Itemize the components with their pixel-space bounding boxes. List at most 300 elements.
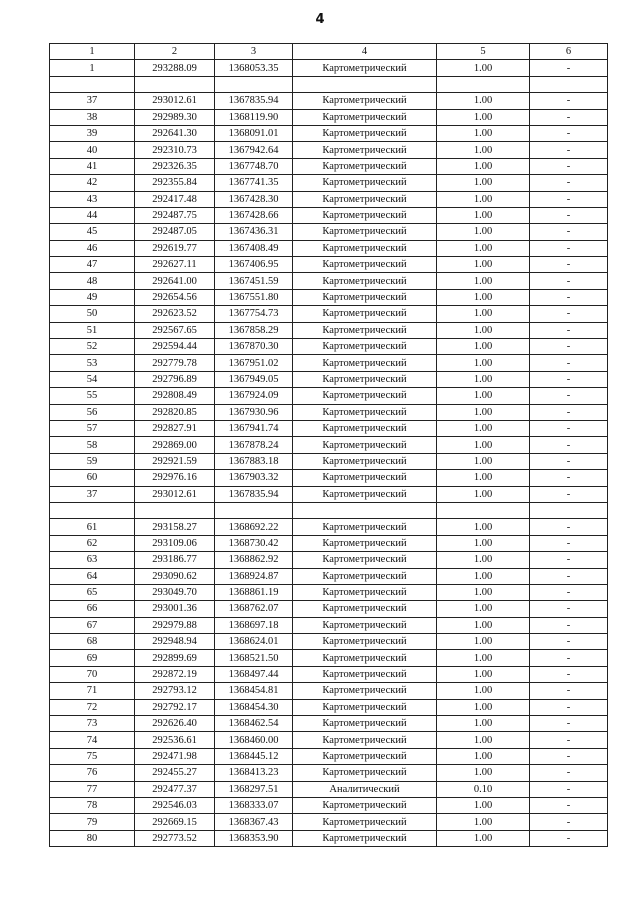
- table-cell: 1.00: [437, 470, 530, 486]
- table-cell: -: [530, 355, 608, 371]
- table-cell: 69: [50, 650, 135, 666]
- table-cell: 292827.91: [135, 420, 215, 436]
- table-cell: 1.00: [437, 142, 530, 158]
- table-cell: 292641.00: [135, 273, 215, 289]
- table-row: [50, 240, 608, 256]
- table-cell: 1368454.30: [215, 699, 293, 715]
- table-row: [50, 191, 608, 207]
- table-cell: 293186.77: [135, 552, 215, 568]
- table-cell: 1367835.94: [215, 486, 293, 502]
- table-cell: 1: [50, 60, 135, 76]
- table-cell: 1.00: [437, 224, 530, 240]
- table-cell: 67: [50, 617, 135, 633]
- table-cell: -: [530, 617, 608, 633]
- table-cell: -: [530, 830, 608, 846]
- table-body: [50, 60, 608, 847]
- table-cell: 40: [50, 142, 135, 158]
- table-row: [50, 388, 608, 404]
- table-cell: -: [530, 650, 608, 666]
- table-cell: -: [530, 601, 608, 617]
- table-cell: -: [530, 125, 608, 141]
- column-header-5: 5: [437, 44, 530, 60]
- table-row: [50, 453, 608, 469]
- table-cell: 48: [50, 273, 135, 289]
- table-cell: Картометрический: [293, 420, 437, 436]
- table-cell: Картометрический: [293, 158, 437, 174]
- table-cell: -: [530, 289, 608, 305]
- table-cell: 1368462.54: [215, 716, 293, 732]
- table-cell: Картометрический: [293, 650, 437, 666]
- table-cell: 1367451.59: [215, 273, 293, 289]
- table-cell: [135, 502, 215, 518]
- table-row: [50, 224, 608, 240]
- table-cell: -: [530, 748, 608, 764]
- table-cell: Картометрический: [293, 568, 437, 584]
- table-cell: Картометрический: [293, 175, 437, 191]
- table-cell: Картометрический: [293, 60, 437, 76]
- table-cell: -: [530, 371, 608, 387]
- table-cell: Картометрический: [293, 109, 437, 125]
- table-cell: 1.00: [437, 453, 530, 469]
- table-cell: 1367942.64: [215, 142, 293, 158]
- table-cell: 292477.37: [135, 781, 215, 797]
- table-cell: 1.00: [437, 634, 530, 650]
- table-cell: 293090.62: [135, 568, 215, 584]
- table-cell: Картометрический: [293, 207, 437, 223]
- table-cell: 1367754.73: [215, 306, 293, 322]
- table-cell: 1.00: [437, 191, 530, 207]
- table-row: [50, 273, 608, 289]
- table-cell: 51: [50, 322, 135, 338]
- table-cell: 57: [50, 420, 135, 436]
- table-cell: [293, 76, 437, 92]
- page-number: 4: [315, 12, 325, 27]
- table-cell: Картометрический: [293, 339, 437, 355]
- table-cell: 59: [50, 453, 135, 469]
- table-cell: 1.00: [437, 535, 530, 551]
- table-cell: -: [530, 175, 608, 191]
- table-cell: 292976.16: [135, 470, 215, 486]
- table-cell: 1.00: [437, 175, 530, 191]
- table-cell: 292820.85: [135, 404, 215, 420]
- table-cell: Картометрический: [293, 634, 437, 650]
- table-cell: 1368624.01: [215, 634, 293, 650]
- table-cell: 1368297.51: [215, 781, 293, 797]
- table-row: [50, 158, 608, 174]
- table-cell: 1.00: [437, 699, 530, 715]
- table-cell: 1368861.19: [215, 584, 293, 600]
- table-cell: 292326.35: [135, 158, 215, 174]
- table-cell: Картометрический: [293, 437, 437, 453]
- table-cell: [437, 502, 530, 518]
- table-cell: 1.00: [437, 797, 530, 813]
- table-cell: -: [530, 191, 608, 207]
- table-cell: 1.00: [437, 420, 530, 436]
- table-cell: 293109.06: [135, 535, 215, 551]
- table-cell: 1.00: [437, 404, 530, 420]
- table-cell: 292872.19: [135, 666, 215, 682]
- table-cell: 1368091.01: [215, 125, 293, 141]
- table-cell: [215, 502, 293, 518]
- table-cell: Картометрический: [293, 519, 437, 535]
- table-row: [50, 306, 608, 322]
- table-cell: 76: [50, 765, 135, 781]
- table-cell: 1367903.32: [215, 470, 293, 486]
- table-cell: -: [530, 109, 608, 125]
- table-row: [50, 207, 608, 223]
- table-cell: 292594.44: [135, 339, 215, 355]
- table-cell: 1368367.43: [215, 814, 293, 830]
- table-row: [50, 814, 608, 830]
- table-cell: Картометрический: [293, 584, 437, 600]
- table-cell: 1368697.18: [215, 617, 293, 633]
- table-cell: 293049.70: [135, 584, 215, 600]
- table-cell: 1367408.49: [215, 240, 293, 256]
- table-cell: Картометрический: [293, 306, 437, 322]
- table-cell: 68: [50, 634, 135, 650]
- table-cell: 292355.84: [135, 175, 215, 191]
- table-cell: [50, 502, 135, 518]
- table-row: [50, 830, 608, 846]
- column-header-6: 6: [530, 44, 608, 60]
- table-cell: 1.00: [437, 683, 530, 699]
- table-cell: 43: [50, 191, 135, 207]
- table-cell: 1367949.05: [215, 371, 293, 387]
- table-cell: 80: [50, 830, 135, 846]
- table-cell: 1368862.92: [215, 552, 293, 568]
- table-cell: 1.00: [437, 257, 530, 273]
- table-cell: [215, 76, 293, 92]
- table-cell: 1.00: [437, 158, 530, 174]
- table-row: [50, 339, 608, 355]
- table-cell: 1367883.18: [215, 453, 293, 469]
- table-cell: 1368924.87: [215, 568, 293, 584]
- table-cell: 292921.59: [135, 453, 215, 469]
- table-cell: Картометрический: [293, 453, 437, 469]
- table-row: [50, 716, 608, 732]
- table-cell: 0.10: [437, 781, 530, 797]
- table-cell: -: [530, 240, 608, 256]
- table-cell: 293288.09: [135, 60, 215, 76]
- table-cell: 1.00: [437, 371, 530, 387]
- table-cell: -: [530, 781, 608, 797]
- table-cell: 292417.48: [135, 191, 215, 207]
- table-row: [50, 289, 608, 305]
- table-cell: 293012.61: [135, 93, 215, 109]
- table-cell: 1367436.31: [215, 224, 293, 240]
- table-cell: 65: [50, 584, 135, 600]
- table-cell: 1.00: [437, 601, 530, 617]
- table-cell: 44: [50, 207, 135, 223]
- table-cell: 64: [50, 568, 135, 584]
- table-cell: 1367878.24: [215, 437, 293, 453]
- table-cell: -: [530, 765, 608, 781]
- table-cell: [437, 76, 530, 92]
- table-cell: Картометрический: [293, 93, 437, 109]
- table-cell: 1368413.23: [215, 765, 293, 781]
- table-row: [50, 781, 608, 797]
- table-cell: 292487.05: [135, 224, 215, 240]
- table-row: [50, 125, 608, 141]
- table-cell: 292869.00: [135, 437, 215, 453]
- table-cell: -: [530, 437, 608, 453]
- table-cell: 1367406.95: [215, 257, 293, 273]
- table-cell: 72: [50, 699, 135, 715]
- table-row: [50, 535, 608, 551]
- table-cell: 1.00: [437, 207, 530, 223]
- table-cell: 1.00: [437, 552, 530, 568]
- table-cell: Картометрический: [293, 716, 437, 732]
- column-header-4: 4: [293, 44, 437, 60]
- table-cell: 1.00: [437, 814, 530, 830]
- table-cell: 292623.52: [135, 306, 215, 322]
- table-row: [50, 486, 608, 502]
- table-cell: 1.00: [437, 830, 530, 846]
- table-cell: 1.00: [437, 650, 530, 666]
- table-cell: Картометрический: [293, 257, 437, 273]
- table-cell: 1.00: [437, 355, 530, 371]
- table-cell: 1368521.50: [215, 650, 293, 666]
- table-cell: 50: [50, 306, 135, 322]
- column-header-1: 1: [50, 44, 135, 60]
- table-cell: Картометрический: [293, 289, 437, 305]
- table-row: [50, 617, 608, 633]
- table-cell: Картометрический: [293, 535, 437, 551]
- table-row: [50, 699, 608, 715]
- table-cell: 1.00: [437, 388, 530, 404]
- table-cell: Картометрический: [293, 666, 437, 682]
- table-cell: -: [530, 568, 608, 584]
- table-row: [50, 552, 608, 568]
- table-cell: Картометрический: [293, 273, 437, 289]
- table-cell: 1.00: [437, 240, 530, 256]
- table-cell: 292546.03: [135, 797, 215, 813]
- table-cell: -: [530, 306, 608, 322]
- table-row: [50, 420, 608, 436]
- table-row: [50, 470, 608, 486]
- table-cell: 78: [50, 797, 135, 813]
- table-cell: 37: [50, 486, 135, 502]
- table-cell: 1367551.80: [215, 289, 293, 305]
- table-cell: -: [530, 158, 608, 174]
- table-cell: 1368460.00: [215, 732, 293, 748]
- table-cell: 293158.27: [135, 519, 215, 535]
- table-cell: 56: [50, 404, 135, 420]
- table-cell: -: [530, 60, 608, 76]
- table-cell: 52: [50, 339, 135, 355]
- header-row: [50, 44, 608, 60]
- table-cell: 1.00: [437, 306, 530, 322]
- table-cell: -: [530, 634, 608, 650]
- table-cell: 1368762.07: [215, 601, 293, 617]
- table-cell: Картометрический: [293, 355, 437, 371]
- table-cell: 292793.12: [135, 683, 215, 699]
- table-cell: 292948.94: [135, 634, 215, 650]
- table-cell: 1367741.35: [215, 175, 293, 191]
- table-cell: Картометрический: [293, 797, 437, 813]
- table-cell: 62: [50, 535, 135, 551]
- table-row: [50, 634, 608, 650]
- table-cell: 75: [50, 748, 135, 764]
- column-header-3: 3: [215, 44, 293, 60]
- table-cell: 1368333.07: [215, 797, 293, 813]
- table-cell: 1368445.12: [215, 748, 293, 764]
- coordinates-table: [49, 43, 608, 847]
- table-cell: Картометрический: [293, 617, 437, 633]
- table-cell: [135, 76, 215, 92]
- table-cell: -: [530, 142, 608, 158]
- table-row: [50, 650, 608, 666]
- table-cell: 292567.65: [135, 322, 215, 338]
- table-cell: 1367858.29: [215, 322, 293, 338]
- table-cell: -: [530, 486, 608, 502]
- table-row: [50, 601, 608, 617]
- table-cell: -: [530, 699, 608, 715]
- table-cell: 292669.15: [135, 814, 215, 830]
- table-cell: 292989.30: [135, 109, 215, 125]
- table-cell: 60: [50, 470, 135, 486]
- table-cell: Картометрический: [293, 388, 437, 404]
- table-row: [50, 175, 608, 191]
- table-cell: 1367428.66: [215, 207, 293, 223]
- table-cell: Картометрический: [293, 486, 437, 502]
- table-cell: Картометрический: [293, 552, 437, 568]
- table-cell: 1.00: [437, 765, 530, 781]
- table-cell: 1.00: [437, 716, 530, 732]
- table-cell: -: [530, 470, 608, 486]
- table-cell: 293001.36: [135, 601, 215, 617]
- table-cell: Картометрический: [293, 601, 437, 617]
- blank-separator-row: [50, 76, 608, 92]
- table-row: [50, 257, 608, 273]
- table-cell: Картометрический: [293, 699, 437, 715]
- table-cell: 1.00: [437, 568, 530, 584]
- table-cell: 47: [50, 257, 135, 273]
- table-cell: 292487.75: [135, 207, 215, 223]
- table-cell: 1.00: [437, 289, 530, 305]
- table-cell: 292641.30: [135, 125, 215, 141]
- table-cell: [530, 76, 608, 92]
- table-row: [50, 93, 608, 109]
- table-row: [50, 60, 608, 76]
- table-cell: 79: [50, 814, 135, 830]
- table-cell: 1368692.22: [215, 519, 293, 535]
- table-cell: 292536.61: [135, 732, 215, 748]
- table-cell: 1.00: [437, 748, 530, 764]
- table-cell: 1368730.42: [215, 535, 293, 551]
- table-cell: -: [530, 404, 608, 420]
- table-cell: 37: [50, 93, 135, 109]
- table-cell: Картометрический: [293, 814, 437, 830]
- table-cell: -: [530, 552, 608, 568]
- table-row: [50, 142, 608, 158]
- table-cell: Аналитический: [293, 781, 437, 797]
- table-cell: 61: [50, 519, 135, 535]
- table-cell: -: [530, 257, 608, 273]
- table-cell: [50, 76, 135, 92]
- table-row: [50, 797, 608, 813]
- table-cell: 42: [50, 175, 135, 191]
- table-cell: 292471.98: [135, 748, 215, 764]
- table-row: [50, 437, 608, 453]
- table-cell: -: [530, 224, 608, 240]
- table-row: [50, 109, 608, 125]
- table-cell: 77: [50, 781, 135, 797]
- table-cell: 1.00: [437, 617, 530, 633]
- table-cell: Картометрический: [293, 142, 437, 158]
- table-row: [50, 568, 608, 584]
- table-cell: Картометрический: [293, 683, 437, 699]
- table-cell: -: [530, 683, 608, 699]
- table-cell: 1.00: [437, 60, 530, 76]
- table-cell: Картометрический: [293, 240, 437, 256]
- table-cell: 55: [50, 388, 135, 404]
- table-row: [50, 732, 608, 748]
- table-cell: 38: [50, 109, 135, 125]
- table-cell: 63: [50, 552, 135, 568]
- table-cell: 1.00: [437, 273, 530, 289]
- table-cell: 1368353.90: [215, 830, 293, 846]
- table-cell: Картометрический: [293, 322, 437, 338]
- table-cell: 66: [50, 601, 135, 617]
- table-cell: 74: [50, 732, 135, 748]
- table-cell: 1367951.02: [215, 355, 293, 371]
- table-cell: 292899.69: [135, 650, 215, 666]
- table-cell: -: [530, 273, 608, 289]
- table-cell: 1368497.44: [215, 666, 293, 682]
- table-cell: -: [530, 732, 608, 748]
- table-cell: 1.00: [437, 519, 530, 535]
- table-cell: 39: [50, 125, 135, 141]
- column-header-2: 2: [135, 44, 215, 60]
- table-cell: 1.00: [437, 584, 530, 600]
- table-cell: 1.00: [437, 93, 530, 109]
- table-cell: -: [530, 322, 608, 338]
- table-cell: 1.00: [437, 437, 530, 453]
- table-cell: 1.00: [437, 339, 530, 355]
- table-cell: 1368119.90: [215, 109, 293, 125]
- table-cell: 70: [50, 666, 135, 682]
- table-cell: Картометрический: [293, 732, 437, 748]
- table-cell: 292619.77: [135, 240, 215, 256]
- table-cell: 41: [50, 158, 135, 174]
- table-cell: -: [530, 814, 608, 830]
- table-cell: 1367870.30: [215, 339, 293, 355]
- table-cell: Картометрический: [293, 224, 437, 240]
- table-row: [50, 519, 608, 535]
- table-cell: 292979.88: [135, 617, 215, 633]
- table-cell: 292792.17: [135, 699, 215, 715]
- table-cell: 49: [50, 289, 135, 305]
- table-cell: -: [530, 420, 608, 436]
- table-cell: 46: [50, 240, 135, 256]
- table-cell: Картометрический: [293, 748, 437, 764]
- table-cell: 73: [50, 716, 135, 732]
- table-cell: 292808.49: [135, 388, 215, 404]
- table-cell: 71: [50, 683, 135, 699]
- table-row: [50, 322, 608, 338]
- table-cell: 1367748.70: [215, 158, 293, 174]
- table-cell: -: [530, 388, 608, 404]
- table-cell: -: [530, 453, 608, 469]
- table-cell: Картометрический: [293, 404, 437, 420]
- table-cell: Картометрический: [293, 125, 437, 141]
- table-cell: 292455.27: [135, 765, 215, 781]
- table-cell: 1.00: [437, 666, 530, 682]
- table-cell: 1.00: [437, 486, 530, 502]
- table-row: [50, 666, 608, 682]
- table-cell: [530, 502, 608, 518]
